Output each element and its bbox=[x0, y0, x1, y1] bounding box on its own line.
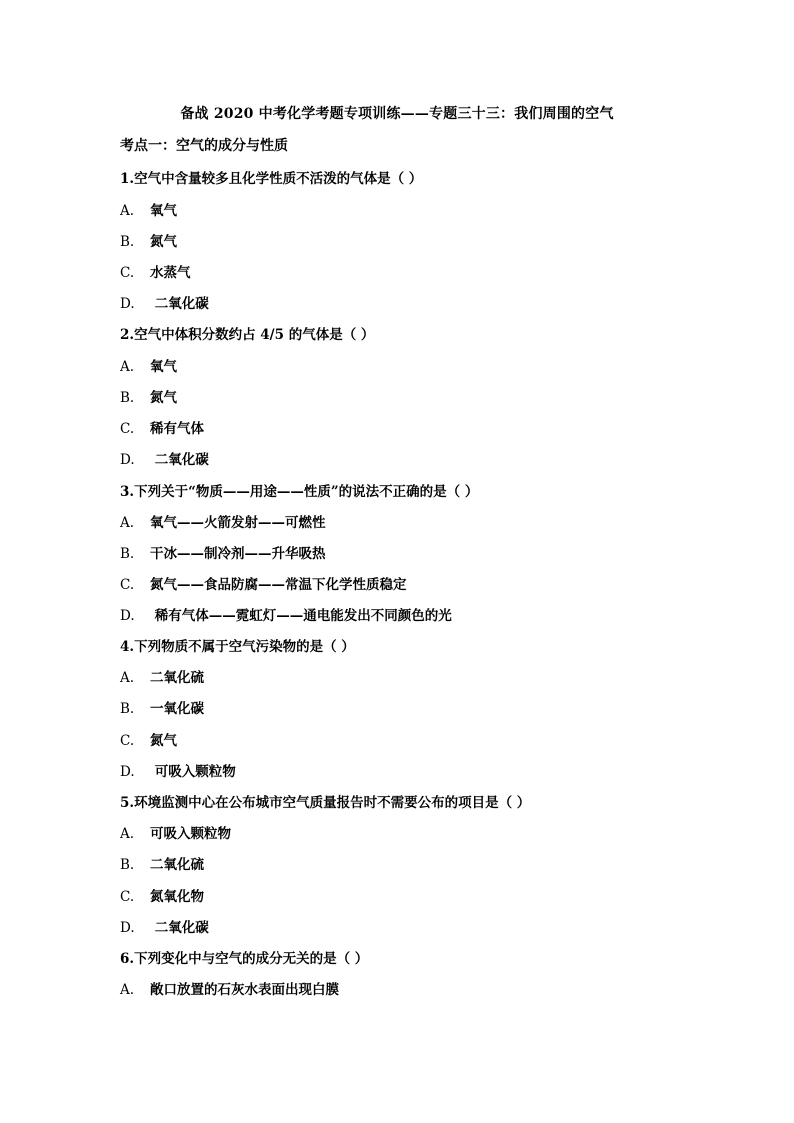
option bbox=[120, 292, 209, 312]
option-letter: A. bbox=[120, 826, 135, 842]
question-stem: 5.环境监测中心在公布城市空气质量报告时不需要公布的项目是（ ） bbox=[120, 795, 531, 811]
question-stem: 6.下列变化中与空气的成分无关的是（ ） bbox=[120, 951, 369, 967]
option-text: 可吸入颗粒物 bbox=[150, 826, 231, 842]
option-letter: D. bbox=[120, 764, 135, 780]
section-heading: 考点一：空气的成分与性质 bbox=[120, 138, 288, 154]
option-text: 氮气 bbox=[150, 733, 177, 749]
option-letter: D. bbox=[120, 296, 135, 312]
option bbox=[120, 666, 204, 686]
option-letter: C. bbox=[120, 421, 135, 437]
question-stem: 1.空气中含量较多且化学性质不活泼的气体是（ ） bbox=[120, 171, 423, 187]
option-letter: B. bbox=[120, 701, 135, 717]
option bbox=[120, 355, 177, 375]
option-letter: A. bbox=[120, 670, 135, 686]
option-letter: A. bbox=[120, 203, 135, 219]
option bbox=[120, 885, 204, 905]
question-stem: 4.下列物质不属于空气污染物的是（ ） bbox=[120, 639, 355, 655]
question-stem: 2.空气中体积分数约占 4/5 的气体是（ ） bbox=[120, 327, 375, 343]
option bbox=[120, 978, 339, 998]
option bbox=[120, 729, 177, 749]
option-text: 氧气——火箭发射——可燃性 bbox=[150, 515, 326, 531]
option-text: 氧气 bbox=[150, 359, 177, 375]
option bbox=[120, 417, 204, 437]
option-letter: D. bbox=[120, 920, 135, 936]
option bbox=[120, 386, 177, 406]
option-text: 敞口放置的石灰水表面出现白膜 bbox=[150, 982, 339, 998]
option-text: 氮氧化物 bbox=[150, 889, 204, 905]
option-letter: B. bbox=[120, 390, 135, 406]
option bbox=[120, 853, 204, 873]
option bbox=[120, 230, 177, 250]
option-letter: C. bbox=[120, 733, 135, 749]
option bbox=[120, 448, 209, 468]
option-text: 二氧化硫 bbox=[150, 857, 204, 873]
document-title: 备战 2020 中考化学考题专项训练——专题三十三：我们周围的空气 bbox=[180, 106, 614, 122]
option bbox=[120, 697, 204, 717]
option-letter: A. bbox=[120, 515, 135, 531]
option-text: 氮气——食品防腐——常温下化学性质稳定 bbox=[150, 577, 407, 593]
option-letter: B. bbox=[120, 546, 135, 562]
option-text: 干冰——制冷剂——升华吸热 bbox=[150, 546, 326, 562]
option-text: 一氧化碳 bbox=[150, 701, 204, 717]
option-text: 氮气 bbox=[150, 234, 177, 250]
option-letter: C. bbox=[120, 577, 135, 593]
option-letter: C. bbox=[120, 265, 135, 281]
option-text: 二氧化碳 bbox=[150, 452, 209, 468]
option bbox=[120, 822, 231, 842]
option bbox=[120, 760, 236, 780]
option bbox=[120, 511, 326, 531]
option-text: 二氧化硫 bbox=[150, 670, 204, 686]
option-letter: A. bbox=[120, 982, 135, 998]
option-text: 稀有气体——霓虹灯——通电能发出不同颜色的光 bbox=[150, 608, 452, 624]
option-text: 氮气 bbox=[150, 390, 177, 406]
option-letter: C. bbox=[120, 889, 135, 905]
option-letter: B. bbox=[120, 234, 135, 250]
option-text: 稀有气体 bbox=[150, 421, 204, 437]
option-text: 可吸入颗粒物 bbox=[150, 764, 236, 780]
option bbox=[120, 542, 326, 562]
question-stem: 3.下列关于“物质——用途——性质”的说法不正确的是（ ） bbox=[120, 484, 479, 500]
option-letter: D. bbox=[120, 452, 135, 468]
option bbox=[120, 604, 452, 624]
option-text: 水蒸气 bbox=[150, 265, 191, 281]
option bbox=[120, 916, 209, 936]
option bbox=[120, 261, 191, 281]
option bbox=[120, 573, 407, 593]
option-text: 二氧化碳 bbox=[150, 920, 209, 936]
option-text: 二氧化碳 bbox=[150, 296, 209, 312]
option-letter: B. bbox=[120, 857, 135, 873]
option bbox=[120, 199, 177, 219]
option-letter: A. bbox=[120, 359, 135, 375]
option-text: 氧气 bbox=[150, 203, 177, 219]
option-letter: D. bbox=[120, 608, 135, 624]
